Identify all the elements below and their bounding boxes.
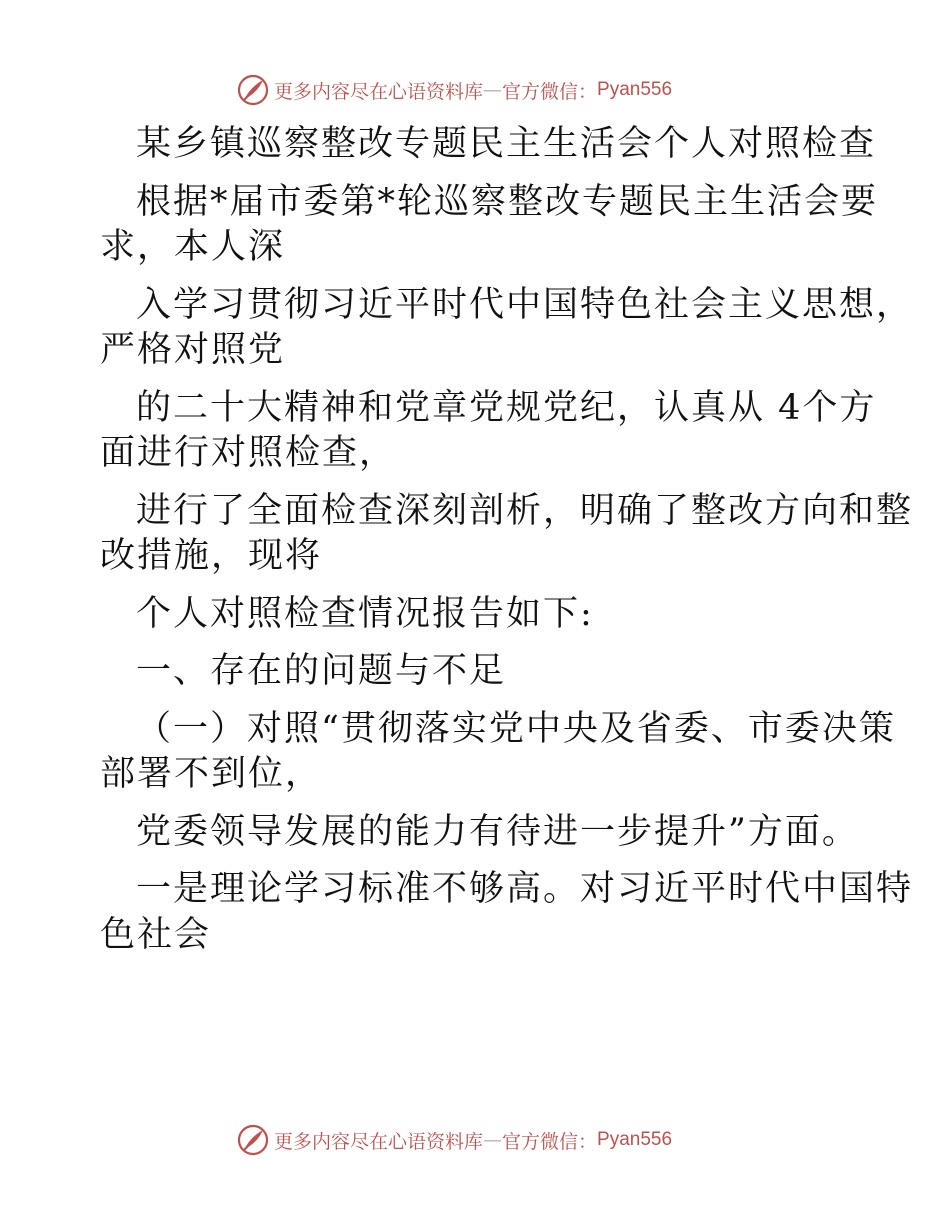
section-heading: 一、存在的问题与不足 <box>136 651 507 691</box>
quill-pen-logo-icon <box>236 73 270 107</box>
paragraph-line: 入学习贯彻习近平时代中国特色社会主义思想， <box>136 284 914 325</box>
paragraph-line: 根据*届市委第*轮巡察整改专题民主生活会要 <box>136 181 879 222</box>
paragraph-line: 进行了全面检查深刻剖析，明确了整改方向和整 <box>136 490 914 531</box>
header-watermark <box>236 73 672 107</box>
paragraph-line: 一是理论学习标准不够高。对习近平时代中国特 <box>136 869 914 909</box>
watermark-separator: — <box>483 1129 503 1151</box>
paragraph-line: 个人对照检查情况报告如下: <box>136 593 594 634</box>
document-title: 某乡镇巡察整改专题民主生活会个人对照检查 <box>136 124 877 164</box>
watermark-wechat-label: 官方微信： <box>502 80 598 103</box>
watermark-wechat-id: Pyan556 <box>597 1129 673 1150</box>
paragraph-line: 求，本人深 <box>100 227 286 267</box>
watermark-wechat-label: 官方微信： <box>502 1130 598 1153</box>
paragraph-line: 的二十大精神和党章党规党纪，认真从 4个方 <box>136 387 877 428</box>
subsection-heading: （一）对照“贯彻落实党中央及省委、市委决策 <box>136 708 896 749</box>
watermark-separator: — <box>483 79 503 101</box>
paragraph-line: 面进行对照检查， <box>100 433 397 473</box>
watermark-main-text: 更多内容尽在心语资料库 <box>274 1130 484 1153</box>
paragraph-line: 改措施，现将 <box>100 536 323 576</box>
paragraph-line: 色社会 <box>100 914 212 955</box>
document-body <box>100 122 914 958</box>
paragraph-line: 党委领导发展的能力有待进一步提升”方面。 <box>136 811 859 852</box>
quill-pen-logo-icon <box>236 1123 270 1157</box>
watermark-main-text: 更多内容尽在心语资料库 <box>274 80 484 103</box>
footer-watermark <box>236 1123 672 1157</box>
paragraph-line: 部署不到位， <box>100 754 323 794</box>
paragraph-line: 严格对照党 <box>100 330 286 370</box>
watermark-wechat-id: Pyan556 <box>597 79 673 100</box>
